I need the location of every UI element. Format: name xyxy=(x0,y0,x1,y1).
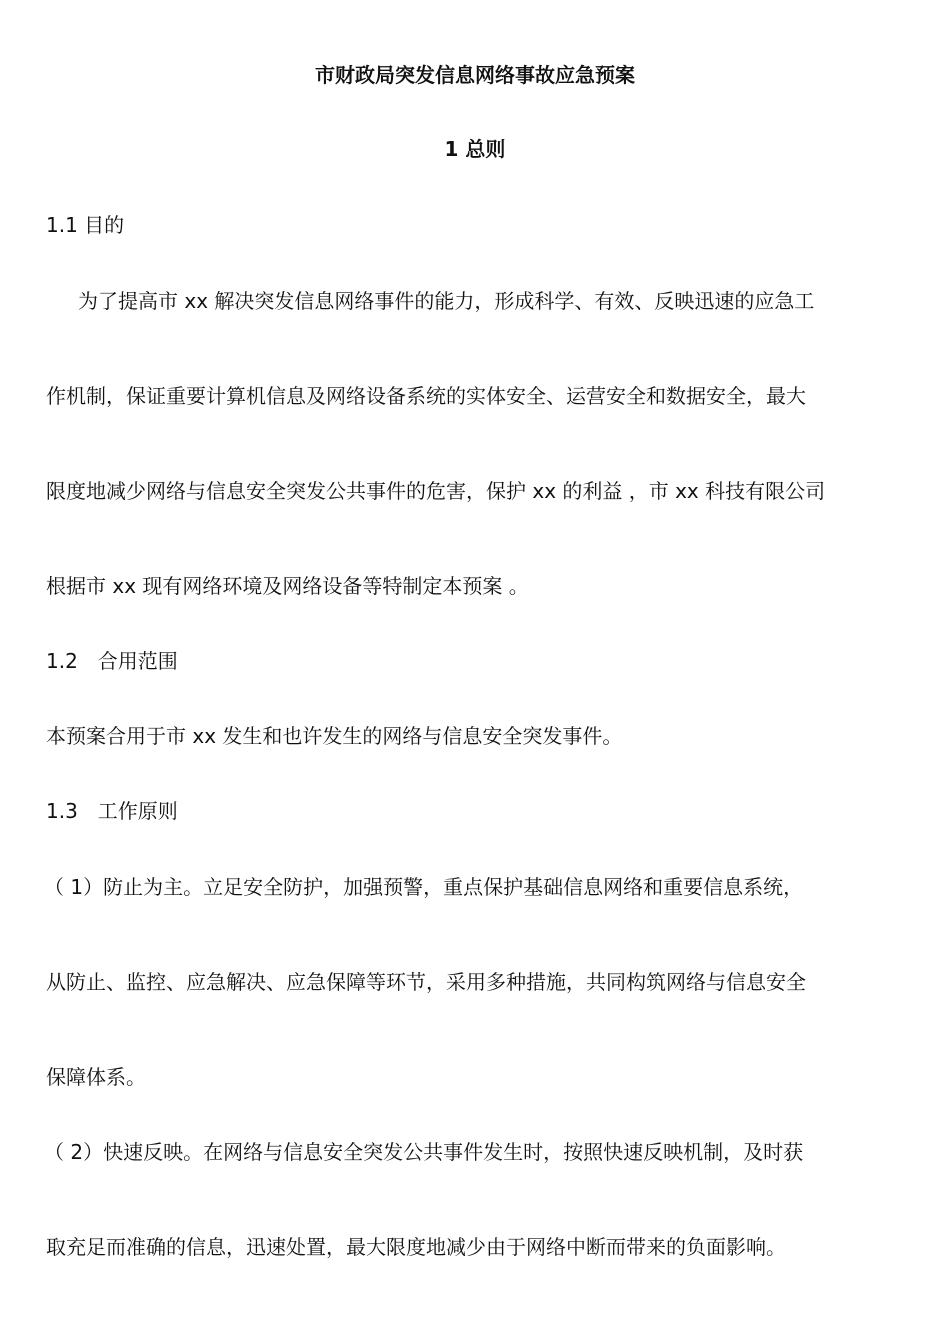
section-heading-principles: 1.3 工作原则 xyxy=(46,799,178,823)
paragraph-line: 从防止、监控、应急解决、应急保障等环节，采用多种措施，共同构筑网络与信息安全 xyxy=(46,970,806,994)
section-heading-purpose: 1.1 目的 xyxy=(46,213,125,237)
paragraph-line: （ 1）防止为主。立足安全防护，加强预警，重点保护基础信息网络和重要信息系统， xyxy=(44,875,804,899)
section-heading-scope: 1.2 合用范围 xyxy=(46,649,178,673)
paragraph-line: 取充足而准确的信息，迅速处置，最大限度地减少由于网络中断而带来的负面影响。 xyxy=(46,1235,786,1259)
chapter-heading: 1 总则 xyxy=(444,137,506,161)
paragraph-line: 作机制，保证重要计算机信息及网络设备系统的实体安全、运营安全和数据安全，最大 xyxy=(46,384,806,408)
paragraph-line: 保障体系。 xyxy=(46,1065,146,1089)
paragraph-line: 为了提高市 xx 解决突发信息网络事件的能力，形成科学、有效、反映迅速的应急工 xyxy=(78,289,815,313)
paragraph-line: 限度地减少网络与信息安全突发公共事件的危害，保护 xx 的利益 ，市 xx 科技有限公司 xyxy=(46,479,826,503)
paragraph-line: （ 2）快速反映。在网络与信息安全突发公共事件发生时，按照快速反映机制，及时获 xyxy=(44,1140,804,1164)
document-title: 市财政局突发信息网络事故应急预案 xyxy=(315,63,635,87)
paragraph-line: 根据市 xx 现有网络环境及网络设备等特制定本预案 。 xyxy=(46,574,529,598)
paragraph-line: 本预案合用于市 xx 发生和也许发生的网络与信息安全突发事件。 xyxy=(46,724,623,748)
